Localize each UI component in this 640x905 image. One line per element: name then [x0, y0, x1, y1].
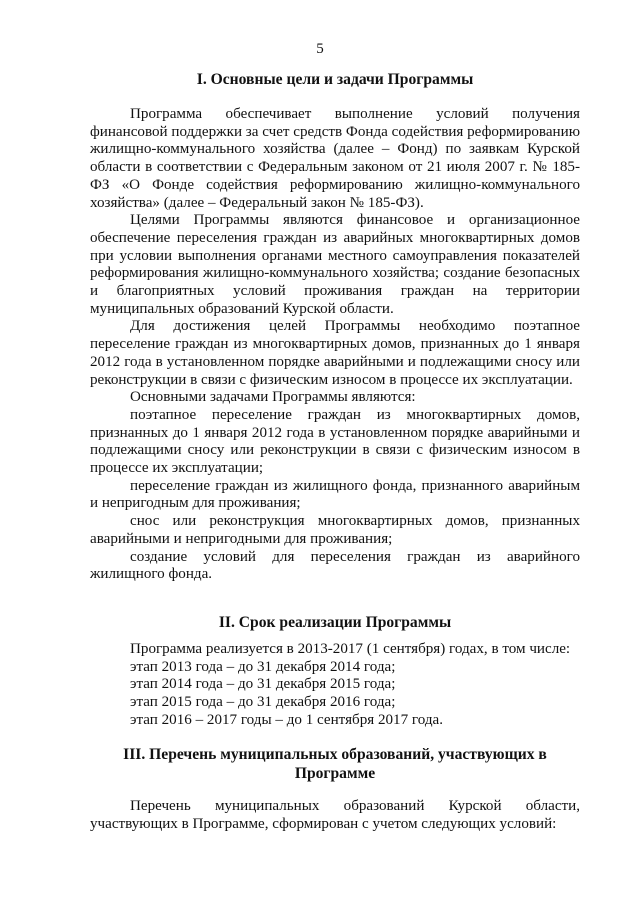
- task-item-demolition: снос или реконструкция многоквартирных домов, признанных аварийными и непригодными для проживания;: [90, 513, 580, 547]
- section-2-title: II. Срок реализации Программы: [218, 614, 452, 631]
- section-3-title-line-1: III. Перечень муниципальных образований, участвующих в: [123, 746, 547, 763]
- paragraph-program-purpose: Программа обеспечивает выполнение условий получения финансовой поддержки за счет средств Фонда содействия реформированию жилищно-коммунального хозяйства (далее – Фонд) по заявкам Курской области в соответствии с Федеральным законом от 21 июля 2007 г. № 185-ФЗ «О Фонде содействия реформированию жилищно-коммунального хозяйства» (далее – Федеральный закон № 185-ФЗ).: [90, 106, 580, 211]
- paragraph-program-goals: Целями Программы являются финансовое и организационное обеспечение переселения граждан из аварийных многоквартирных домов при условии выполнения органами местного самоуправления показателей реформирования жилищно-коммунального хозяйства; создание безопасных и благоприятных условий проживания граждан на территории муниципальных образований Курской области.: [90, 212, 580, 317]
- section-3-title-line-2: Программе: [294, 765, 376, 782]
- paragraph-tasks-intro: Основными задачами Программы являются:: [130, 389, 416, 406]
- task-item-resettlement-emergency-fund: переселение граждан из жилищного фонда, признанного аварийным и непригодным для проживания;: [90, 477, 580, 512]
- stage-item: этап 2013 года – до 31 декабря 2014 года;: [130, 658, 396, 675]
- task-item-conditions: создание условий для переселения граждан из аварийного жилищного фонда.: [90, 548, 580, 583]
- stage-item: этап 2014 года – до 31 декабря 2015 года;: [130, 676, 396, 693]
- section-2-body: [90, 641, 580, 730]
- stage-item: этап 2016 – 2017 годы – до 1 сентября 2017 года.: [130, 711, 443, 728]
- section-3-title: [90, 745, 580, 783]
- paragraph-goals-achievement: Для достижения целей Программы необходимо поэтапное переселение граждан из многоквартирных домов, признанных до 1 января 2012 года в установленном порядке аварийными и подлежащими сносу или реконструкции в связи с физическим износом в процессе их эксплуатации.: [90, 318, 580, 388]
- paragraph-municipalities-list: Перечень муниципальных образований Курской области, участвующих в Программе, сформирован с учетом следующих условий:: [90, 798, 580, 832]
- section-1-body: [90, 106, 580, 584]
- stage-item: этап 2015 года – до 31 декабря 2016 года;: [130, 694, 396, 711]
- page-number: 5: [316, 41, 324, 57]
- section-3-body: [90, 798, 580, 833]
- task-item-phased-resettlement: поэтапное переселение граждан из многоквартирных домов, признанных до 1 января 2012 года в установленном порядке аварийными и подлежащими сносу или реконструкции в связи с физическим износом в процессе их эксплуатации;: [90, 406, 580, 477]
- program-period-intro: Программа реализуется в 2013-2017 (1 сентября) годах, в том числе:: [130, 641, 571, 657]
- section-1-title: I. Основные цели и задачи Программы: [196, 71, 474, 88]
